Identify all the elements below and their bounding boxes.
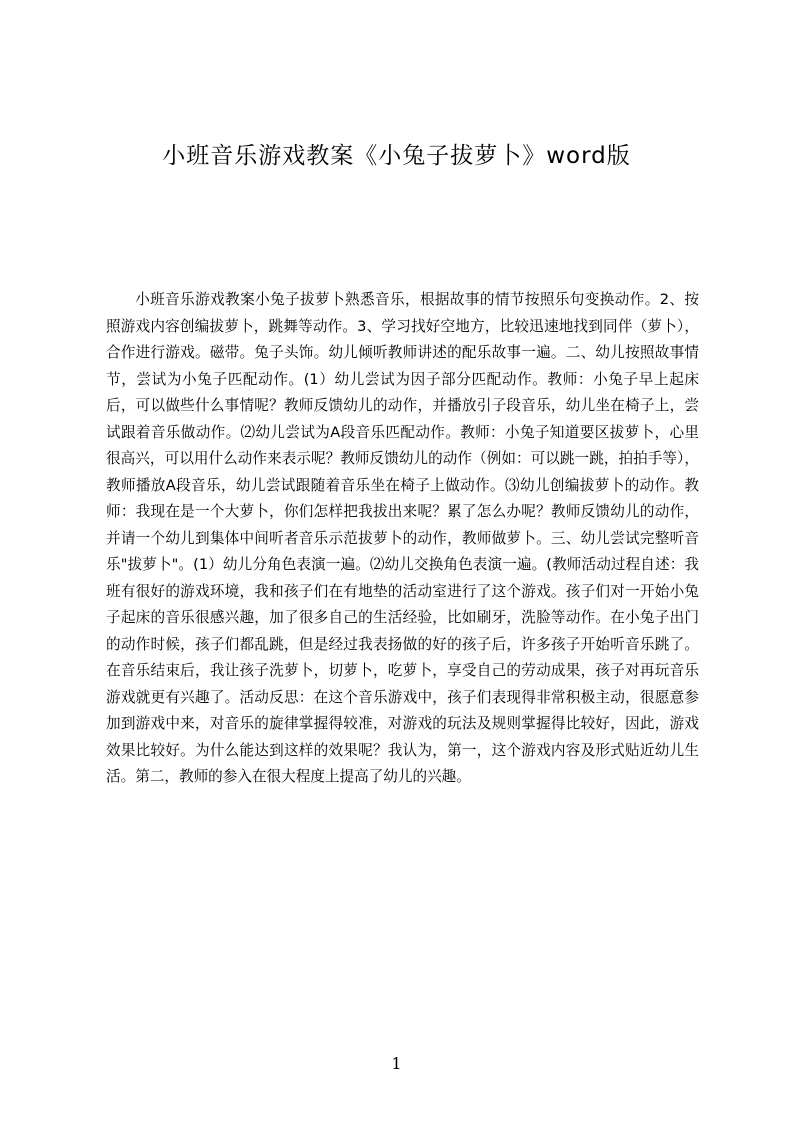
document-title: 小班音乐游戏教案《小兔子拔萝卜》word版	[162, 143, 631, 169]
page-number: 1	[391, 1054, 402, 1073]
body-paragraph: 小班音乐游戏教案小兔子拔萝卜熟悉音乐，根据故事的情节按照乐句变换动作。2、按照游戏内容创编拔萝卜，跳舞等动作。3、学习找好空地方，比较迅速地找到同伴（萝卜），合作进行游戏。磁带。兔子头饰。幼儿倾听教师讲述的配乐故事一遍。二、幼儿按照故事情节，尝试为小兔子匹配动作。(1）幼儿尝试为因子部分匹配动作。教师：小兔子早上起床后，可以做些什么事情呢？教师反馈幼儿的动作，并播放引子段音乐，幼儿坐在椅子上，尝试跟着音乐做动作。⑵幼儿尝试为A段音乐匹配动作。教师：小兔子知道要区拔萝卜，心里很高兴，可以用什么动作来表示呢？教师反馈幼儿的动作（例如：可以跳一跳，拍拍手等），教师播放A段音乐，幼儿尝试跟随着音乐坐在椅子上做动作。⑶幼儿创编拔萝卜的动作。教师：我现在是一个大萝卜，你们怎样把我拔出来呢？累了怎么办呢？教师反馈幼儿的动作，并请一个幼儿到集体中间听者音乐示范拔萝卜的动作，教师做萝卜。三、幼儿尝试完整听音乐"拔萝卜"。(1）幼儿分角色表演一遍。⑵幼儿交换角色表演一遍。(教师活动过程自述：我班有很好的游戏环境，我和孩子们在有地垫的活动室进行了这个游戏。孩子们对一开始小兔子起床的音乐很感兴趣，加了很多自己的生活经验，比如刷牙，洗脸等动作。在小兔子出门的动作时候，孩子们都乱跳，但是经过我表扬做的好的孩子后，许多孩子开始听音乐跳了。在音乐结束后，我让孩子洗萝卜，切萝卜，吃萝卜，享受自己的劳动成果，孩子对再玩音乐游戏就更有兴趣了。活动反思：在这个音乐游戏中，孩子们表现得非常积极主动，很愿意参加到游戏中来，对音乐的旋律掌握得较准，对游戏的玩法及规则掌握得比较好，因此，游戏效果比较好。为什么能达到这样的效果呢？我认为，第一，这个游戏内容及形式贴近幼儿生活。第二，教师的参入在很大程度上提高了幼儿的兴趣。	[106, 291, 699, 785]
